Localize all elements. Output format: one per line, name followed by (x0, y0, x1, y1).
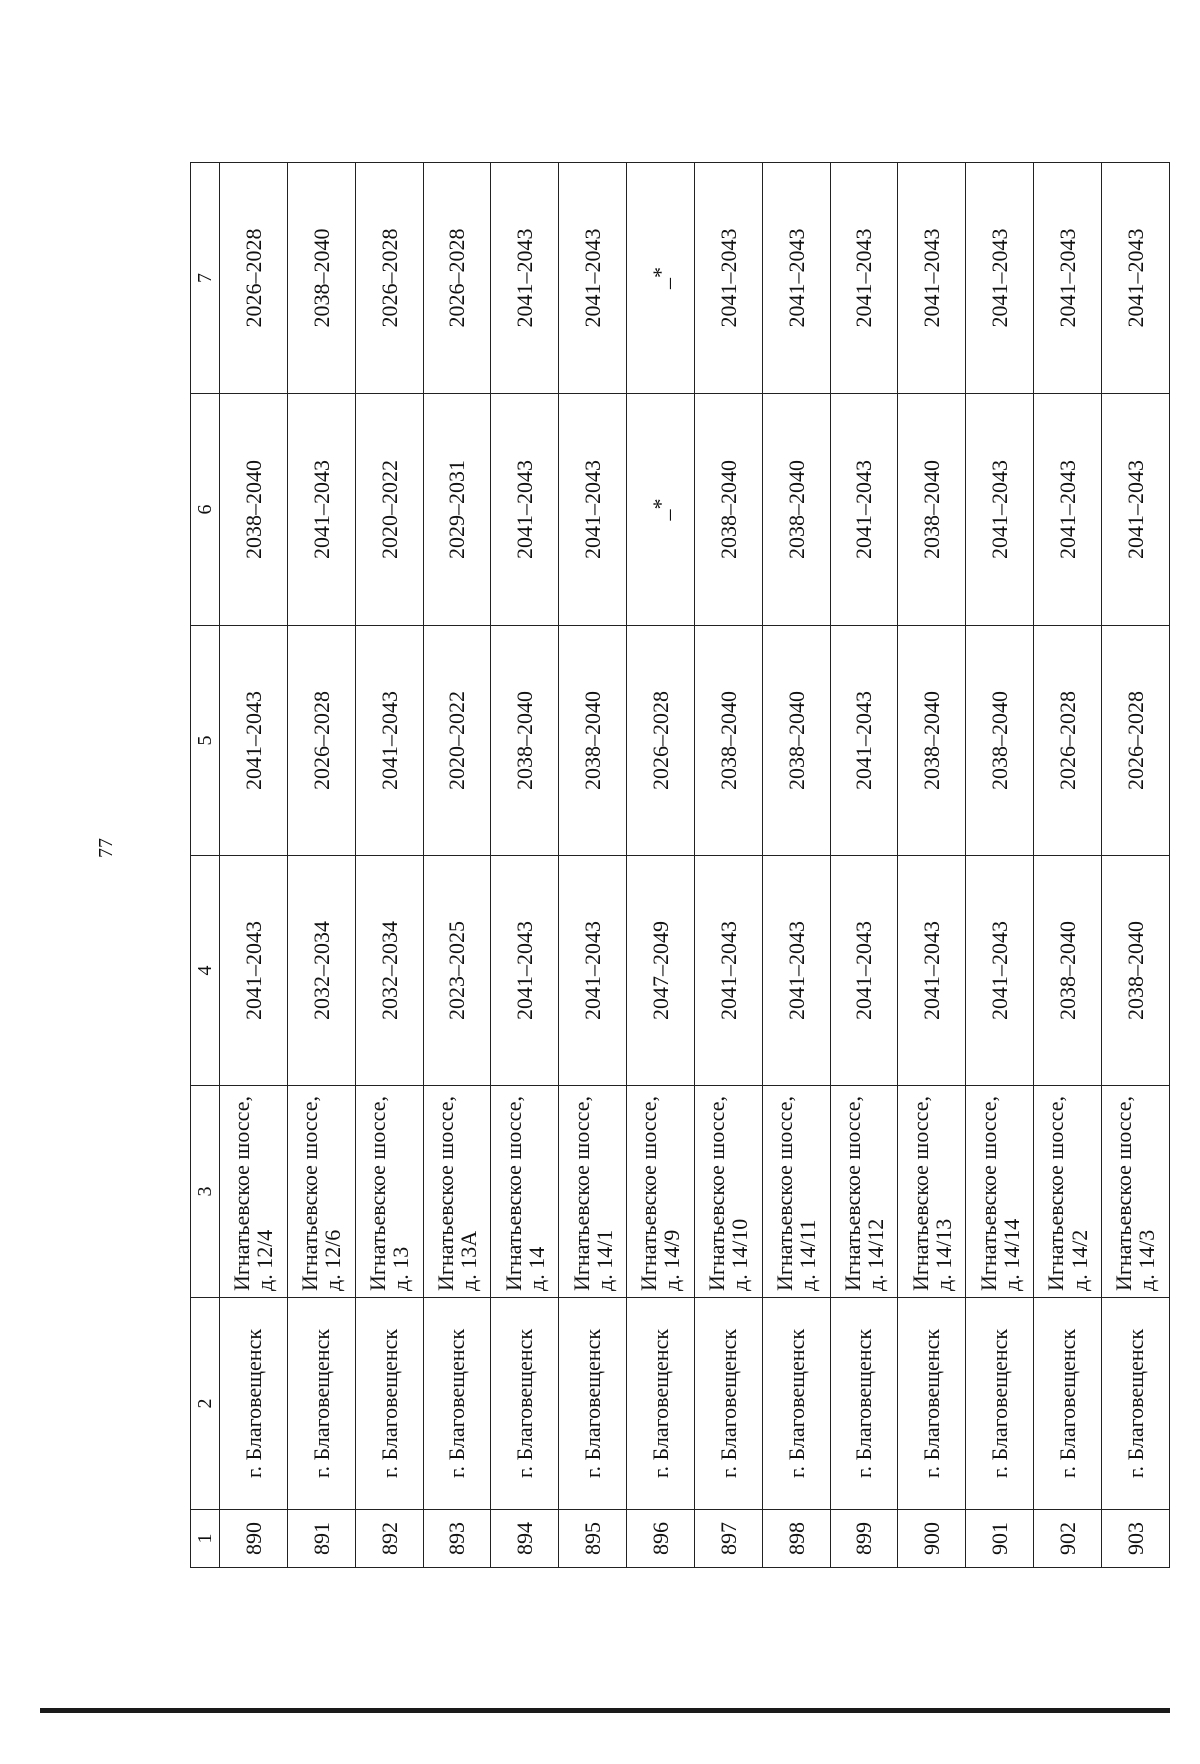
table-row (1034, 163, 1102, 1568)
schedule-table (190, 162, 1170, 1568)
address-house: д. 14/11 (795, 1219, 821, 1291)
address-cell (762, 1086, 830, 1298)
column-header: 3 (191, 1086, 220, 1298)
table-row (559, 163, 627, 1568)
period-cell-4: 2041–2043 (220, 856, 288, 1086)
period-cell-4: 2038–2040 (1034, 856, 1102, 1086)
address-cell (898, 1086, 966, 1298)
row-number: 902 (1034, 1510, 1102, 1568)
period-cell-7: 2026–2028 (423, 163, 491, 394)
address-house: д. 14/14 (998, 1218, 1024, 1291)
column-header: 6 (191, 394, 220, 626)
row-number: 891 (287, 1510, 355, 1568)
period-cell-4: 2041–2043 (830, 856, 898, 1086)
period-cell-7: _* (627, 163, 695, 394)
address-house: д. 14/1 (591, 1229, 617, 1291)
row-number: 895 (559, 1510, 627, 1568)
period-cell-5: 2038–2040 (491, 626, 559, 856)
city-cell: г. Благовещенск (1101, 1298, 1169, 1510)
address-house: д. 14/13 (930, 1218, 956, 1291)
table-row (694, 163, 762, 1568)
table-row (491, 163, 559, 1568)
row-number: 893 (423, 1510, 491, 1568)
address-cell (559, 1086, 627, 1298)
table-row (287, 163, 355, 1568)
city-cell: г. Благовещенск (830, 1298, 898, 1510)
row-number: 896 (627, 1510, 695, 1568)
period-cell-7: 2041–2043 (559, 163, 627, 394)
address-street: Игнатьевское шоссе, (568, 1096, 594, 1291)
address-house: д. 13А (455, 1230, 481, 1291)
city-cell: г. Благовещенск (287, 1298, 355, 1510)
bottom-rule (40, 1708, 1170, 1713)
period-cell-5: 2038–2040 (898, 626, 966, 856)
column-header: 2 (191, 1298, 220, 1510)
period-cell-7: 2041–2043 (966, 163, 1034, 394)
table-row (423, 163, 491, 1568)
address-street: Игнатьевское шоссе, (365, 1096, 391, 1291)
city-cell: г. Благовещенск (966, 1298, 1034, 1510)
row-number: 901 (966, 1510, 1034, 1568)
period-cell-5: 2026–2028 (627, 626, 695, 856)
period-cell-4: 2041–2043 (559, 856, 627, 1086)
period-cell-4: 2041–2043 (762, 856, 830, 1086)
address-house: д. 13 (388, 1246, 414, 1291)
city-cell: г. Благовещенск (491, 1298, 559, 1510)
address-cell (355, 1086, 423, 1298)
address-street: Игнатьевское шоссе, (1111, 1096, 1137, 1291)
period-cell-7: 2041–2043 (830, 163, 898, 394)
period-cell-7: 2026–2028 (355, 163, 423, 394)
column-header: 1 (191, 1510, 220, 1568)
period-cell-6: 2038–2040 (220, 394, 288, 626)
address-cell (287, 1086, 355, 1298)
address-cell (1101, 1086, 1169, 1298)
period-cell-5: 2038–2040 (694, 626, 762, 856)
period-cell-4: 2041–2043 (491, 856, 559, 1086)
table-row (966, 163, 1034, 1568)
address-cell (1034, 1086, 1102, 1298)
period-cell-6: 2041–2043 (1101, 394, 1169, 626)
period-cell-7: 2041–2043 (694, 163, 762, 394)
address-street: Игнатьевское шоссе, (772, 1096, 798, 1291)
table-header-row (191, 163, 220, 1568)
period-cell-5: 2026–2028 (287, 626, 355, 856)
period-cell-5: 2026–2028 (1034, 626, 1102, 856)
city-cell: г. Благовещенск (1034, 1298, 1102, 1510)
period-cell-5: 2038–2040 (966, 626, 1034, 856)
address-house: д. 14/12 (863, 1218, 889, 1291)
address-cell (627, 1086, 695, 1298)
period-cell-5: 2041–2043 (830, 626, 898, 856)
table-row (898, 163, 966, 1568)
row-number: 892 (355, 1510, 423, 1568)
period-cell-6: 2029–2031 (423, 394, 491, 626)
city-cell: г. Благовещенск (423, 1298, 491, 1510)
period-cell-7: 2041–2043 (491, 163, 559, 394)
column-header: 7 (191, 163, 220, 394)
row-number: 900 (898, 1510, 966, 1568)
row-number: 897 (694, 1510, 762, 1568)
period-cell-4: 2047–2049 (627, 856, 695, 1086)
city-cell: г. Благовещенск (762, 1298, 830, 1510)
column-header: 4 (191, 856, 220, 1086)
address-house: д. 12/4 (252, 1229, 278, 1291)
table-row (355, 163, 423, 1568)
period-cell-6: 2041–2043 (1034, 394, 1102, 626)
table-row (1101, 163, 1169, 1568)
row-number: 894 (491, 1510, 559, 1568)
address-house: д. 14/9 (659, 1229, 685, 1291)
period-cell-6: 2038–2040 (762, 394, 830, 626)
table-row (220, 163, 288, 1568)
address-street: Игнатьевское шоссе, (636, 1096, 662, 1291)
rotated-table-container (190, 163, 1170, 1568)
table-body (220, 163, 1170, 1568)
row-number: 898 (762, 1510, 830, 1568)
period-cell-7: 2041–2043 (1034, 163, 1102, 394)
row-number: 903 (1101, 1510, 1169, 1568)
period-cell-7: 2041–2043 (898, 163, 966, 394)
city-cell: г. Благовещенск (898, 1298, 966, 1510)
period-cell-6: 2038–2040 (694, 394, 762, 626)
city-cell: г. Благовещенск (355, 1298, 423, 1510)
address-cell (423, 1086, 491, 1298)
city-cell: г. Благовещенск (627, 1298, 695, 1510)
period-cell-6: 2038–2040 (898, 394, 966, 626)
address-street: Игнатьевское шоссе, (975, 1096, 1001, 1291)
address-house: д. 14/3 (1134, 1229, 1160, 1291)
page-number: 77 (95, 838, 117, 858)
table-row (830, 163, 898, 1568)
period-cell-4: 2032–2034 (287, 856, 355, 1086)
row-number: 890 (220, 1510, 288, 1568)
period-cell-7: 2041–2043 (1101, 163, 1169, 394)
period-cell-4: 2023–2025 (423, 856, 491, 1086)
table-row (762, 163, 830, 1568)
period-cell-6: 2041–2043 (491, 394, 559, 626)
address-street: Игнатьевское шоссе, (704, 1096, 730, 1291)
period-cell-4: 2032–2034 (355, 856, 423, 1086)
period-cell-6: 2020–2022 (355, 394, 423, 626)
address-house: д. 14 (523, 1246, 549, 1291)
city-cell: г. Благовещенск (220, 1298, 288, 1510)
address-street: Игнатьевское шоссе, (500, 1096, 526, 1291)
period-cell-5: 2026–2028 (1101, 626, 1169, 856)
address-cell (694, 1086, 762, 1298)
period-cell-6: 2041–2043 (559, 394, 627, 626)
address-street: Игнатьевское шоссе, (839, 1096, 865, 1291)
period-cell-6: _* (627, 394, 695, 626)
address-cell (220, 1086, 288, 1298)
city-cell: г. Благовещенск (694, 1298, 762, 1510)
period-cell-4: 2041–2043 (898, 856, 966, 1086)
period-cell-6: 2041–2043 (287, 394, 355, 626)
period-cell-5: 2041–2043 (220, 626, 288, 856)
period-cell-4: 2041–2043 (694, 856, 762, 1086)
period-cell-6: 2041–2043 (830, 394, 898, 626)
period-cell-5: 2038–2040 (559, 626, 627, 856)
address-cell (830, 1086, 898, 1298)
address-house: д. 14/2 (1066, 1229, 1092, 1291)
period-cell-5: 2038–2040 (762, 626, 830, 856)
address-cell (966, 1086, 1034, 1298)
period-cell-5: 2041–2043 (355, 626, 423, 856)
row-number: 899 (830, 1510, 898, 1568)
table-row (627, 163, 695, 1568)
city-cell: г. Благовещенск (559, 1298, 627, 1510)
address-cell (491, 1086, 559, 1298)
address-street: Игнатьевское шоссе, (297, 1096, 323, 1291)
period-cell-7: 2026–2028 (220, 163, 288, 394)
address-street: Игнатьевское шоссе, (1043, 1096, 1069, 1291)
period-cell-5: 2020–2022 (423, 626, 491, 856)
address-house: д. 12/6 (320, 1229, 346, 1291)
period-cell-4: 2041–2043 (966, 856, 1034, 1086)
address-house: д. 14/10 (727, 1218, 753, 1291)
address-street: Игнатьевское шоссе, (229, 1096, 255, 1291)
period-cell-6: 2041–2043 (966, 394, 1034, 626)
address-street: Игнатьевское шоссе, (907, 1096, 933, 1291)
period-cell-7: 2038–2040 (287, 163, 355, 394)
address-street: Игнатьевское шоссе, (432, 1096, 458, 1291)
period-cell-7: 2041–2043 (762, 163, 830, 394)
column-header: 5 (191, 626, 220, 856)
period-cell-4: 2038–2040 (1101, 856, 1169, 1086)
